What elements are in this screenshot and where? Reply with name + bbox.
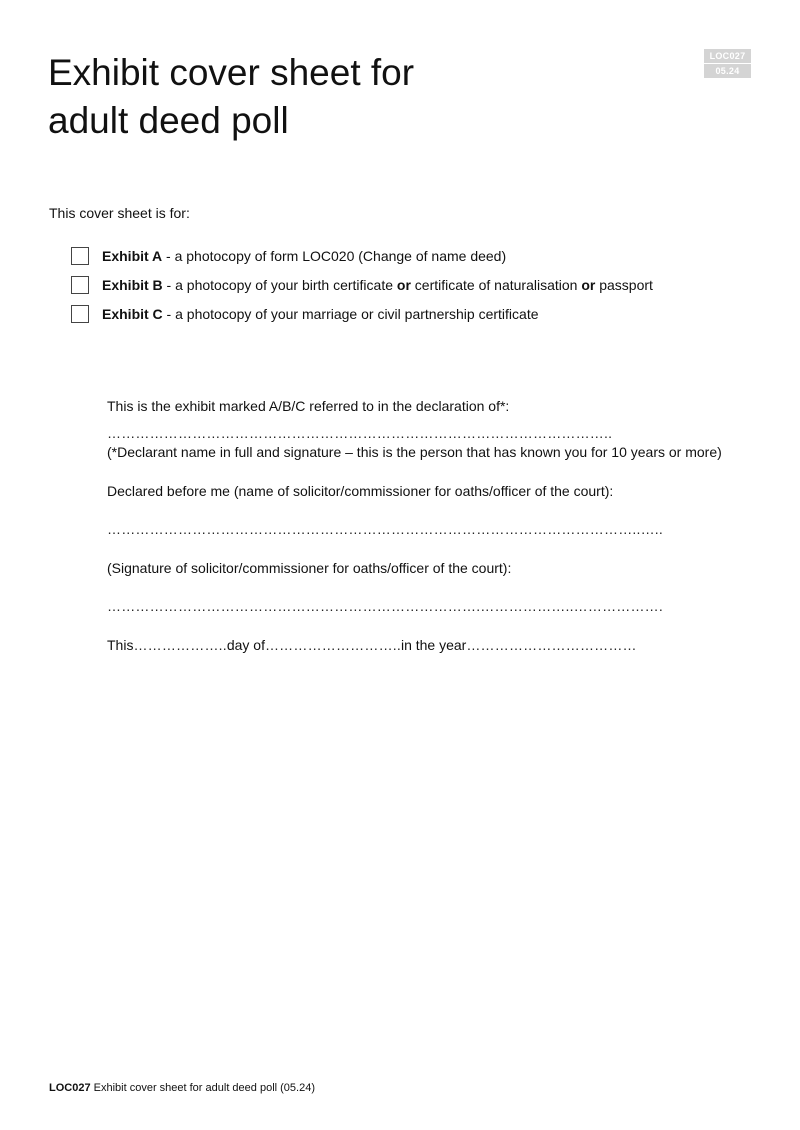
exhibit-a-checkbox[interactable] <box>71 247 89 265</box>
exhibit-c-name: Exhibit C <box>102 305 163 322</box>
date-day-of: day of <box>226 637 265 653</box>
officer-signature-label: (Signature of solicitor/commissioner for oaths/officer of the court): <box>107 560 512 576</box>
date-line <box>107 635 637 655</box>
exhibit-a-option[interactable] <box>71 241 771 270</box>
page-title-line-2: adult deed poll <box>48 100 289 141</box>
page-title-line-1: Exhibit cover sheet for <box>48 52 415 93</box>
exhibit-checkbox-list <box>71 241 771 328</box>
exhibit-b-description-part-1: - a photocopy of your birth certificate <box>162 276 397 293</box>
exhibit-b-or-1: or <box>396 276 411 293</box>
exhibit-b-option[interactable] <box>71 270 771 299</box>
exhibit-a-name: Exhibit A <box>102 247 163 264</box>
exhibit-b-label <box>102 275 653 295</box>
declarant-signature-line[interactable]: …………………………………………………………………………………………….. <box>107 425 613 441</box>
date-in-the-year: in the year <box>400 637 467 653</box>
footer-form-code: LOC027 <box>49 1082 91 1094</box>
year-field[interactable]: ……………………………… <box>466 637 637 653</box>
exhibit-statement: This is the exhibit marked A/B/C referred to in the declaration of*: <box>107 398 510 414</box>
declarant-note: (*Declarant name in full and signature – this is the person that has known you for 10 years or more) <box>107 444 722 460</box>
exhibit-c-checkbox[interactable] <box>71 305 89 323</box>
footer-text: Exhibit cover sheet for adult deed poll (05.24) <box>90 1082 315 1094</box>
day-field[interactable]: ……………….. <box>133 637 227 653</box>
exhibit-b-description-part-2: certificate of naturalisation <box>410 276 582 293</box>
exhibit-b-description-part-3: passport <box>595 276 653 293</box>
declared-before-label: Declared before me (name of solicitor/commissioner for oaths/officer of the court): <box>107 483 614 499</box>
form-version: 05.24 <box>704 64 751 78</box>
exhibit-a-label <box>102 246 506 266</box>
form-code: LOC027 <box>704 49 751 63</box>
date-this: This <box>107 637 134 653</box>
page-title <box>48 49 648 145</box>
page-footer <box>49 1080 315 1096</box>
officer-name-line[interactable]: …………………………………………………………………………………………………..….. <box>107 521 663 537</box>
officer-signature-line[interactable]: …………………………………………………………………….………………..………………. <box>107 598 663 614</box>
intro-text: This cover sheet is for: <box>49 205 190 221</box>
exhibit-b-name: Exhibit B <box>102 276 163 293</box>
exhibit-a-description: - a photocopy of form LOC020 (Change of name deed) <box>162 247 507 264</box>
exhibit-b-checkbox[interactable] <box>71 276 89 294</box>
month-field[interactable]: ……………………….. <box>264 637 401 653</box>
exhibit-c-description: - a photocopy of your marriage or civil partnership certificate <box>162 305 539 322</box>
exhibit-b-or-2: or <box>581 276 596 293</box>
exhibit-c-option[interactable] <box>71 299 771 328</box>
exhibit-c-label <box>102 304 539 324</box>
form-code-badge <box>704 49 751 79</box>
